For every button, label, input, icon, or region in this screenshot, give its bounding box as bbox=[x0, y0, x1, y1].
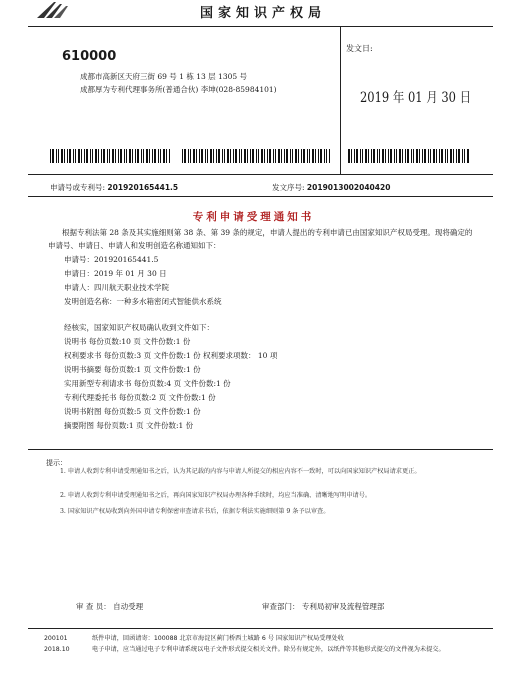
document-item: 专利代理委托书 每份页数:2 页 文件份数:1 份 bbox=[64, 393, 216, 402]
footer-code: 2018.10 bbox=[44, 646, 70, 653]
footer-rule bbox=[28, 628, 493, 629]
serial-number: 2019013002040420 bbox=[306, 183, 391, 192]
application-number: 201920165441.5 bbox=[107, 183, 179, 192]
field-value: 四川航天职业技术学院 bbox=[94, 283, 169, 292]
document-item: 实用新型专利请求书 每份页数:4 页 文件份数:1 份 bbox=[64, 379, 231, 388]
field-label: 发明创造名称： bbox=[64, 297, 117, 306]
header-rule bbox=[28, 26, 493, 27]
notes-rule bbox=[28, 449, 493, 450]
meta-rule-top bbox=[28, 174, 493, 175]
documents-intro: 经核实，国家知识产权局确认收到文件如下： bbox=[64, 323, 214, 332]
notes-label: 提示： bbox=[46, 459, 67, 467]
field-label: 申请人： bbox=[64, 283, 94, 292]
recipient-agent: 成都厚为专利代理事务所(普通合伙) 李坤(028-85984101) bbox=[80, 85, 277, 94]
examiner-signature bbox=[76, 601, 143, 612]
field-label: 申请号： bbox=[64, 255, 94, 264]
document-item: 说明书摘要 每份页数:1 页 文件份数:1 份 bbox=[64, 365, 201, 374]
field-value: 一种多水箱密闭式智能供水系统 bbox=[116, 297, 222, 306]
serial-number-label: 发文序号: bbox=[272, 183, 305, 192]
agency-name: 国家知识产权局 bbox=[200, 6, 327, 21]
note-item: 3. 国家知识产权局收到向外国申请专利保密审查请求书后，依据专利法实施细则第 9 条予以审查。 bbox=[60, 508, 330, 515]
serial-number-row bbox=[272, 182, 390, 193]
barcode-mid bbox=[182, 148, 330, 162]
footer-code: 200101 bbox=[44, 635, 68, 642]
issue-divider bbox=[340, 26, 341, 174]
intro-paragraph: 根据专利法第 28 条及其实施细则第 38 条、第 39 条的规定，申请人提出的专利申请已由国家知识产权局受理。现将确定的申请号、申请日、申请人和发明创造名称通知如下： bbox=[48, 228, 473, 250]
postal-code: 610000 bbox=[62, 49, 117, 64]
department-value: 专利局初审及流程管理部 bbox=[301, 602, 385, 611]
field-value: 2019 年 01 月 30 日 bbox=[94, 269, 167, 278]
field-application-number bbox=[64, 254, 158, 266]
document-title: 专利申请受理通知书 bbox=[192, 211, 315, 223]
field-application-date bbox=[64, 268, 167, 280]
field-applicant bbox=[64, 282, 169, 294]
examiner-label: 审 查 员： bbox=[76, 602, 111, 611]
footer-line bbox=[44, 634, 484, 643]
field-value: 201920165441.5 bbox=[94, 255, 159, 264]
examiner-value: 自动受理 bbox=[113, 602, 144, 611]
cnipa-logo-icon bbox=[34, 0, 74, 20]
application-number-row bbox=[50, 182, 178, 193]
field-label: 申请日： bbox=[64, 269, 94, 278]
barcode-right bbox=[348, 148, 470, 162]
department-signature bbox=[262, 601, 384, 612]
issue-date-label: 发文日: bbox=[346, 44, 373, 53]
barcode-left bbox=[50, 148, 170, 162]
document-item: 说明书 每份页数:10 页 文件份数:1 份 bbox=[64, 337, 191, 346]
meta-rule-bottom bbox=[28, 196, 493, 197]
document-item: 说明书附图 每份页数:5 页 文件份数:1 份 bbox=[64, 407, 201, 416]
note-item: 2. 申请人收到专利申请受理通知书之后，再向国家知识产权局办理各种手续时，均应当准确、清晰地写明申请号。 bbox=[60, 492, 372, 499]
document-item: 摘要附图 每份页数:1 页 文件份数:1 份 bbox=[64, 421, 194, 430]
issue-date: 2019 年 01 月 30 日 bbox=[360, 90, 472, 106]
document-item: 权利要求书 每份页数:3 页 文件份数:1 份 权利要求项数： 10 项 bbox=[64, 351, 278, 360]
department-label: 审查部门： bbox=[262, 602, 300, 611]
footer-text: 纸件申请，回函请寄：100088 北京市海淀区蓟门桥西土城路 6 号 国家知识产权局受理处收 bbox=[92, 635, 344, 642]
footer-text: 电子申请，应当通过电子专利申请系统以电子文件形式提交相关文件。除另有规定外，以纸件等其他形式提交的文件视为未提交。 bbox=[92, 646, 445, 653]
footer-line bbox=[44, 645, 484, 654]
recipient-address: 成都市高新区天府三街 69 号 1 栋 13 层 1305 号 bbox=[80, 72, 248, 81]
application-number-label: 申请号或专利号: bbox=[50, 183, 106, 192]
field-invention-title bbox=[64, 296, 222, 308]
note-item: 1. 申请人收到专利申请受理通知书之后，认为其记载的内容与申请人所提交的相应内容不一致时，可以向国家知识产权局请求更正。 bbox=[60, 468, 421, 475]
